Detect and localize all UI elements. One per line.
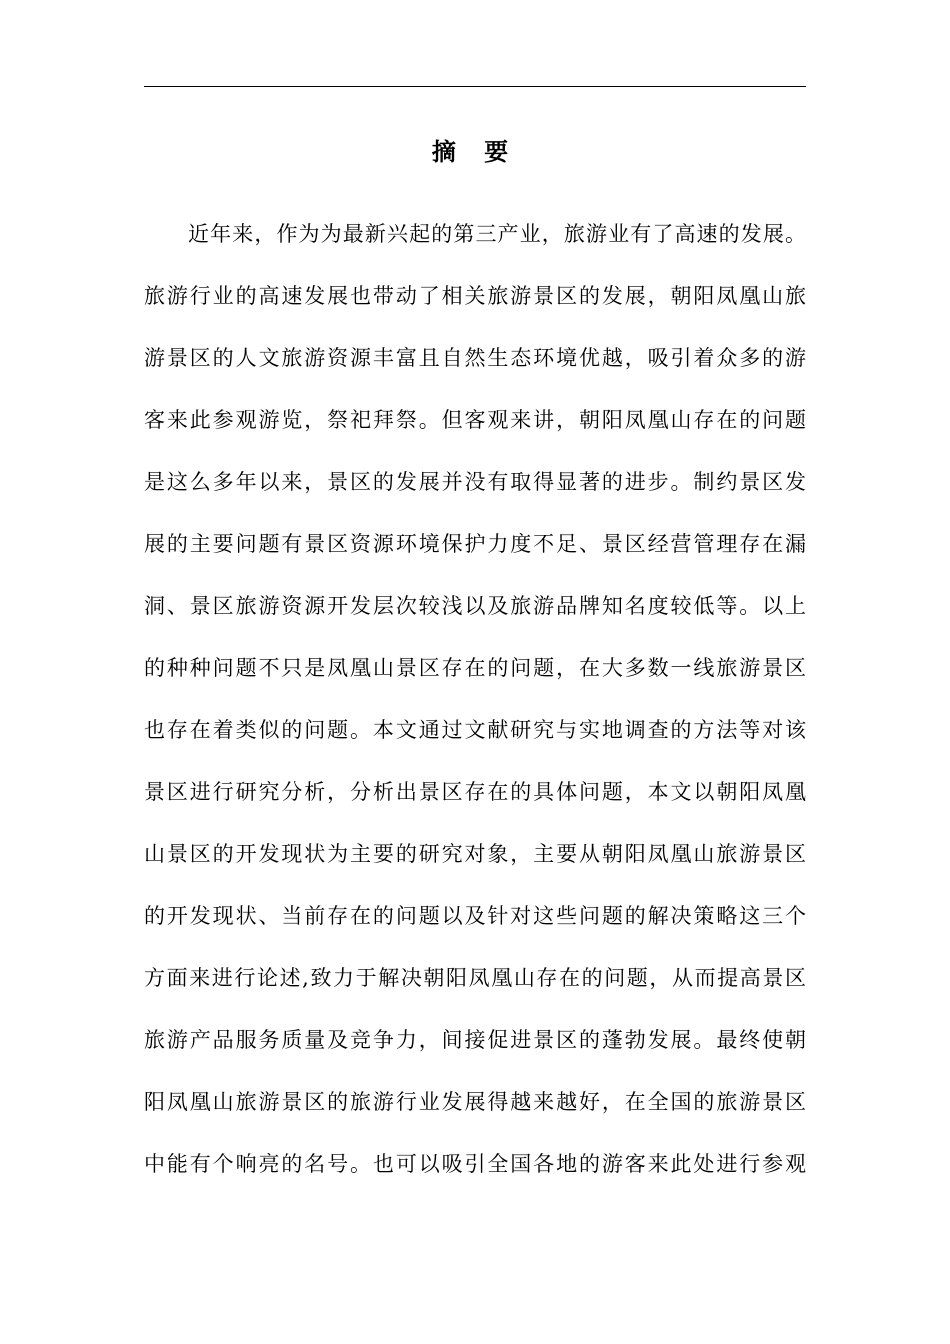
abstract-line: 景区进行研究分析，分析出景区存在的具体问题，本文以朝阳凤凰	[144, 780, 806, 804]
abstract-line: 客来此参观游览，祭祀拜祭。但客观来讲，朝阳凤凰山存在的问题	[144, 408, 806, 432]
header-rule	[144, 86, 806, 87]
abstract-line: 洞、景区旅游资源开发层次较浅以及旅游品牌知名度较低等。以上	[144, 594, 806, 618]
abstract-line: 的种种问题不只是凤凰山景区存在的问题，在大多数一线旅游景区	[144, 656, 806, 680]
abstract-body	[144, 212, 806, 1204]
abstract-line: 山景区的开发现状为主要的研究对象，主要从朝阳凤凰山旅游景区	[144, 842, 806, 866]
abstract-line: 旅游产品服务质量及竞争力，间接促进景区的蓬勃发展。最终使朝	[144, 1028, 806, 1052]
abstract-line: 是这么多年以来，景区的发展并没有取得显著的进步。制约景区发	[144, 470, 806, 494]
abstract-line: 阳凤凰山旅游景区的旅游行业发展得越来越好，在全国的旅游景区	[144, 1090, 806, 1114]
abstract-line: 的开发现状、当前存在的问题以及针对这些问题的解决策略这三个	[144, 904, 806, 928]
abstract-line: 旅游行业的高速发展也带动了相关旅游景区的发展，朝阳凤凰山旅	[144, 284, 806, 308]
abstract-line: 近年来，作为为最新兴起的第三产业，旅游业有了高速的发展。	[188, 222, 806, 246]
abstract-line: 也存在着类似的问题。本文通过文献研究与实地调查的方法等对该	[144, 718, 806, 742]
abstract-line: 游景区的人文旅游资源丰富且自然生态环境优越，吸引着众多的游	[144, 346, 806, 370]
abstract-line: 展的主要问题有景区资源环境保护力度不足、景区经营管理存在漏	[144, 532, 806, 556]
abstract-line: 方面来进行论述,致力于解决朝阳凤凰山存在的问题，从而提高景区	[144, 966, 806, 990]
page-title: 摘 要	[431, 138, 519, 166]
abstract-line: 中能有个响亮的名号。也可以吸引全国各地的游客来此处进行参观	[144, 1152, 806, 1176]
